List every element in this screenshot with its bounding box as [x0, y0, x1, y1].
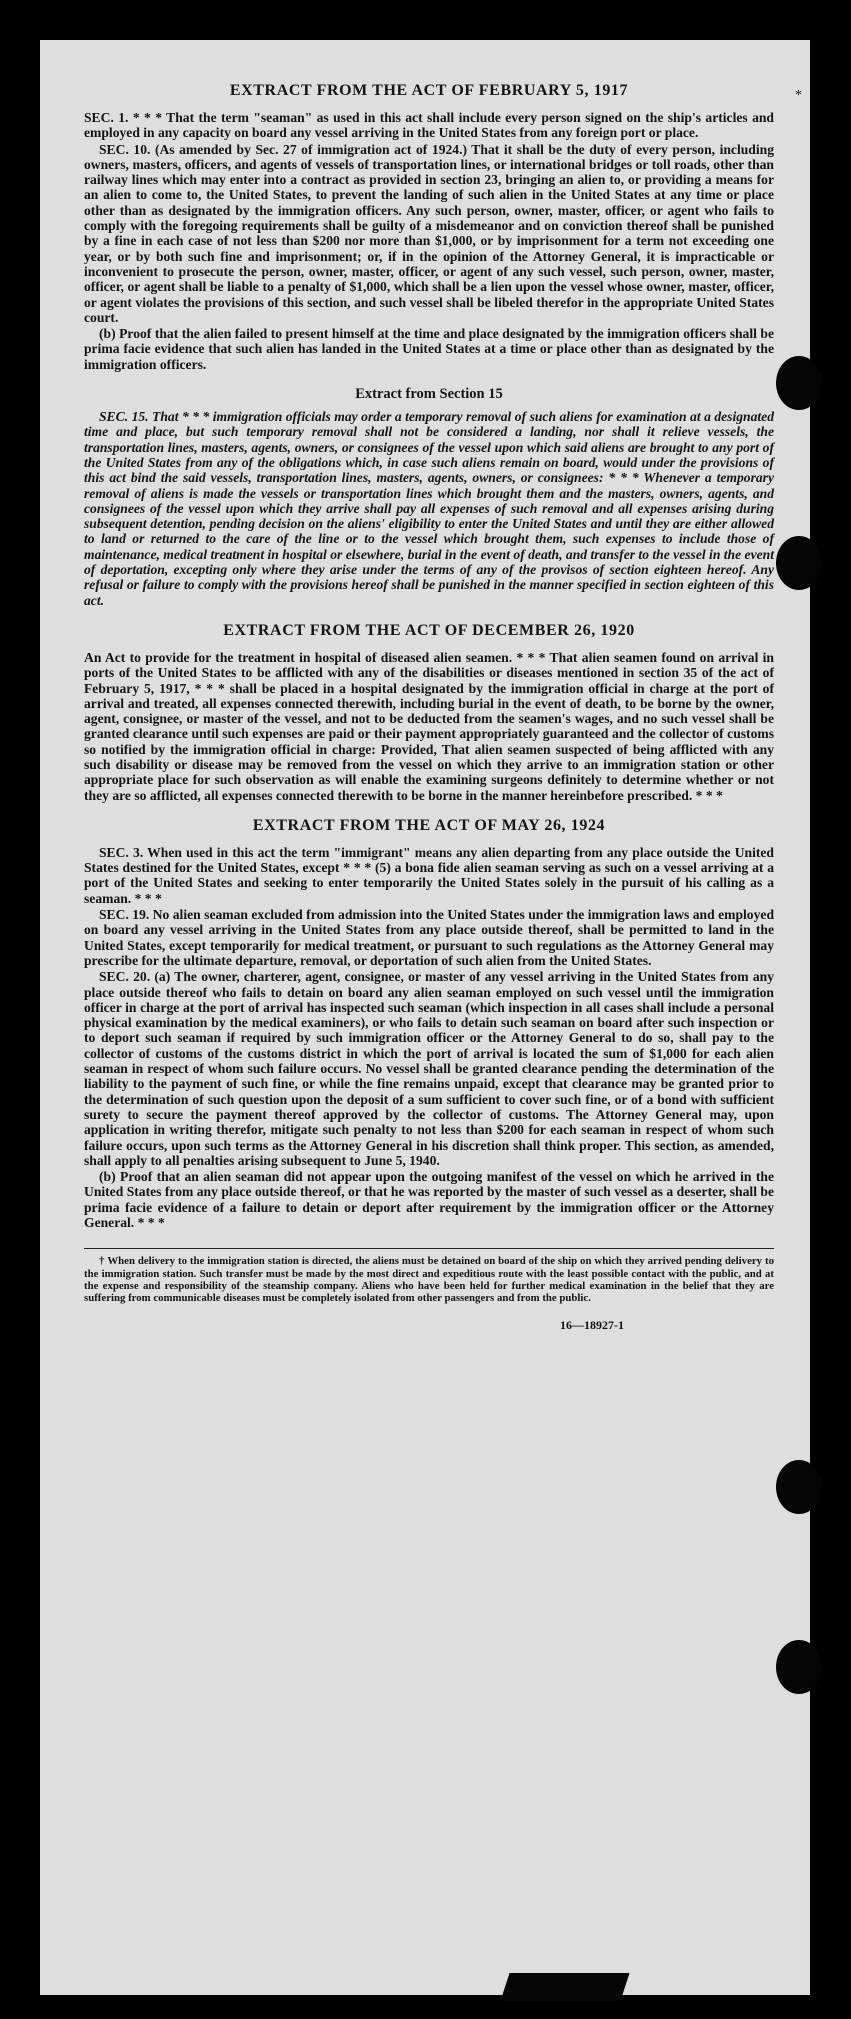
- section-act-1924: [84, 817, 774, 1230]
- section-act-1917: [84, 82, 774, 372]
- section-act-1920: [84, 622, 774, 803]
- section-heading: EXTRACT FROM THE ACT OF FEBRUARY 5, 1917: [229, 82, 629, 99]
- punch-hole: [776, 1460, 822, 1514]
- section-subheading: Extract from Section 15: [355, 386, 503, 403]
- paragraph: (b) Proof that the alien failed to present himself at the time and place designated by the immigration officers shall be prima facie evidence that such alien has landed in the United States at a time or place other than as designated by the immigration officers.: [84, 326, 774, 372]
- footnote: [84, 1248, 774, 1304]
- paragraph: SEC. 1. * * * That the term "seaman" as used in this act shall include every person signed on the ship's articles and employed in any capacity on board any vessel arriving in the United States from any foreign port or place.: [84, 110, 774, 141]
- section-15-extract: [84, 386, 774, 608]
- binding-tab: [500, 1973, 629, 2001]
- paragraph: SEC. 20. (a) The owner, charterer, agent, consignee, or master of any vessel arriving in the United States from any place outside thereof who fails to detain on board any alien seaman employed on such vessel until the immigration officer in charge at the port of arrival has inspected such seaman (which inspection in all cases shall include a personal physical examination by the medical examiners), or who fails to detain such seaman on board after such inspection or to deport such seaman if required by such immigration officer or the Attorney General to do so, shall pay to the collector of customs of the customs district in which the port of arrival is located the sum of $1,000 for each alien seaman in respect of whom such failure occurs. No vessel shall be granted clearance pending the determination of the liability to the payment of such fine, or while the fine remains unpaid, except that clearance may be granted prior to the determination of such question upon the deposit of a sum sufficient to cover such fine, or of a bond with sufficient surety to secure the payment thereof approved by the collector of customs. The Attorney General may, upon application in writing therefor, mitigate such penalty to not less than $200 for each seaman in respect of whom such failure occurs, upon such terms as the Attorney General in his discretion shall think proper. This section, as amended, shall apply to all penalties arising subsequent to June 5, 1940.: [84, 969, 774, 1168]
- section-heading: EXTRACT FROM THE ACT OF DECEMBER 26, 1920: [223, 621, 635, 639]
- paragraph: SEC. 19. No alien seaman excluded from admission into the United States under the immigration laws and employed on board any vessel arriving in the United States from any place outside thereof, shall be permitted to land in the United States, except temporarily for medical treatment, or pursuant to such regulations as the Attorney General may prescribe for the ultimate departure, removal, or deportation of such alien from the United States.: [84, 907, 774, 968]
- section-heading: EXTRACT FROM THE ACT OF MAY 26, 1924: [252, 816, 606, 834]
- form-number: 16—18927-1: [560, 1318, 624, 1333]
- paragraph: (b) Proof that an alien seaman did not appear upon the outgoing manifest of the vessel on which he arrived in the United States from any place outside thereof, or that he was reported by the master of such vessel as a deserter, shall be prima facie evidence of a failure to detain or deport after requirement by the immigration officer or the Attorney General. * * *: [84, 1169, 774, 1230]
- punch-hole: [776, 1640, 822, 1694]
- paragraph: SEC. 10. (As amended by Sec. 27 of immigration act of 1924.) That it shall be the duty of every person, including owners, masters, officers, and agents of vessels of transportation lines, or international bridges or toll roads, other than railway lines which may enter into a contract as provided in section 23, bringing an alien to, or providing a means for an alien to come to, the United States, to prevent the landing of such alien in the United States at any time or place other than as designated by the immigration officers. Any such person, owner, master, officer, or agent who fails to comply with the foregoing requirements shall be guilty of a misdemeanor and on conviction thereof shall be punished by a fine in each case of not less than $200 nor more than $1,000, or by imprisonment for a term not exceeding one year, or by both such fine and imprisonment; or, if in the opinion of the Attorney General, it is impracticable or inconvenient to prosecute the person, owner, master, officer, or agent of any such vessel, such person, owner, master, officer, or agent shall be liable to a penalty of $1,000, which shall be a lien upon the vessel whose owner, master, officer, or agent violates the provisions of this section, and such vessel shall be libeled therefor in the appropriate United States court.: [84, 141, 774, 325]
- paragraph: SEC. 15. That * * * immigration officials may order a temporary removal of such aliens for examination at a designated time and place, but such temporary removal shall not be considered a landing, nor shall it relieve vessels, the transportation lines, masters, agents, owners, or consignees of the vessel upon which said aliens are brought to any port of the United States from any of the obligations which, in case such aliens remain on board, would under the provisions of this act bind the said vessels, transportation lines, masters, agents, owners, or consignees: * * * Whenever a temporary removal of aliens is made the vessels or transportation lines which brought them and the masters, owners, agents, and consignees of the vessel upon which they arrive shall pay all expenses of such removal and all expenses arising during subsequent detention, pending decision on the aliens' eligibility to enter the United States and until they are either allowed to land or returned to the care of the line or to the vessel which brought them, such expenses to include those of maintenance, medical treatment in hospital or elsewhere, burial in the event of death, and transfer to the vessel in the event of deportation, excepting only where they arise under the terms of any of the provisos of section eighteen hereof. Any refusal or failure to comply with the provisions hereof shall be punished in the manner specified in section eighteen of this act.: [84, 409, 774, 608]
- punch-hole: [776, 536, 822, 590]
- footnote-text: † When delivery to the immigration station is directed, the aliens must be detained on board of the ship on which they arrived pending delivery to the immigration station. Such transfer must be made by the most direct and expeditious route with the least possible contact with the public, and at the expense and responsibility of the steamship company. Aliens who have been held for further medical examination in the belief that they are suffering from communicable diseases must be completely isolated from other passengers and from the public.: [84, 1255, 774, 1304]
- document-page: [40, 40, 810, 1995]
- paragraph: SEC. 3. When used in this act the term "immigrant" means any alien departing from any place outside the United States destined for the United States, except * * * (5) a bona fide alien seaman serving as such on a vessel arriving at a port of the United States and seeking to enter temporarily the United States solely in the pursuit of his calling as a seaman. * * *: [84, 844, 774, 906]
- margin-mark: *: [795, 88, 802, 103]
- punch-hole: [776, 356, 822, 410]
- paragraph: An Act to provide for the treatment in hospital of diseased alien seamen. * * * That alien seamen found on arrival in ports of the United States to be afflicted with any of the disabilities or diseases mentioned in section 35 of the act of February 5, 1917, * * * shall be placed in a hospital designated by the immigration official in charge at the port of arrival and treated, all expenses connected therewith, including burial in the event of death, to be borne by the owner, agent, consignee, or master of the vessel, and not to be deducted from the seamen's wages, and no such vessel shall be granted clearance until such expenses are paid or their payment appropriately guaranteed and the collector of customs so notified by the immigration official in charge: Provided, That alien seamen suspected of being afflicted with any such disability or disease may be removed from the vessel on which they arrive to an immigration station or other appropriate place for such observation as will enable the examining surgeons definitely to determine whether or not they are so afflicted, all expenses connected therewith to be borne in the manner hereinbefore prescribed. * * *: [84, 649, 774, 803]
